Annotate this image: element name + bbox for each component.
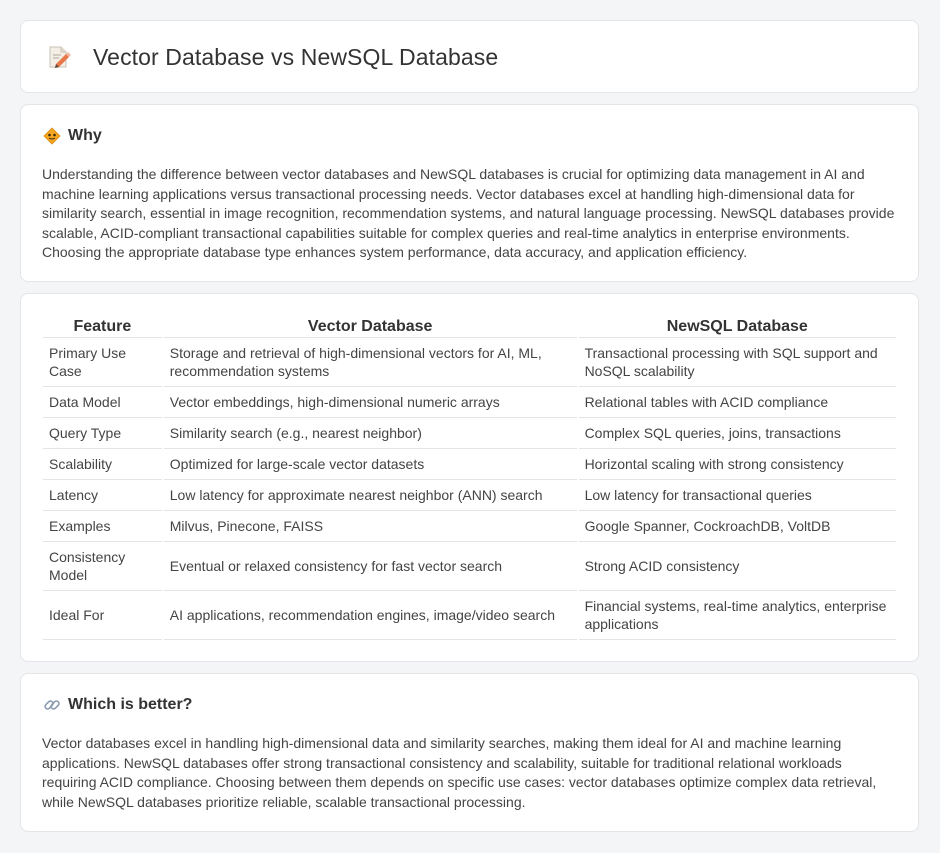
feature-cell: Examples xyxy=(43,511,162,542)
vector-cell: Similarity search (e.g., nearest neighbor) xyxy=(164,418,577,449)
which-better-card xyxy=(20,673,919,832)
table-row xyxy=(43,418,896,449)
newsql-cell: Complex SQL queries, joins, transactions xyxy=(579,418,896,449)
vector-cell: AI applications, recommendation engines, image/video search xyxy=(164,591,577,640)
newsql-cell: Transactional processing with SQL support and NoSQL scalability xyxy=(579,338,896,387)
why-heading xyxy=(43,127,102,145)
newsql-cell: Financial systems, real-time analytics, enterprise applications xyxy=(579,591,896,640)
newsql-cell: Strong ACID consistency xyxy=(579,542,896,591)
table-row xyxy=(43,480,896,511)
vector-cell: Eventual or relaxed consistency for fast vector search xyxy=(164,542,577,591)
feature-cell: Ideal For xyxy=(43,591,162,640)
vector-cell: Milvus, Pinecone, FAISS xyxy=(164,511,577,542)
newsql-cell: Horizontal scaling with strong consistency xyxy=(579,449,896,480)
which-better-heading xyxy=(43,696,192,714)
vector-cell: Storage and retrieval of high-dimensional vectors for AI, ML, recommendation systems xyxy=(164,338,577,387)
newsql-cell: Google Spanner, CockroachDB, VoltDB xyxy=(579,511,896,542)
feature-cell: Primary Use Case xyxy=(43,338,162,387)
why-text: Understanding the difference between vector databases and NewSQL databases is crucial for optimizing data management in AI and machine learning applications versus transactional processing needs. Vector databases excel at handling high-dimensional data for similarity search, essential in image recognition, recommendation systems, and natural language processing. NewSQL databases provide scalable, ACID-compliant transactional capabilities suitable for complex queries and real-time analytics in enterprise environments. Choosing the appropriate database type enhances system performance, data accuracy, and application efficiency. xyxy=(42,166,895,261)
title-row xyxy=(47,43,498,71)
header-feature: Feature xyxy=(43,316,162,338)
warning-diamond-icon xyxy=(43,127,61,145)
vector-cell: Optimized for large-scale vector datasets xyxy=(164,449,577,480)
link-icon xyxy=(43,696,61,714)
which-better-title: Which is better? xyxy=(68,696,193,713)
table-row xyxy=(43,511,896,542)
table-row xyxy=(43,387,896,418)
feature-cell: Consistency Model xyxy=(43,542,162,591)
header-vector-database: Vector Database xyxy=(164,316,577,338)
feature-cell: Data Model xyxy=(43,387,162,418)
page-title: Vector Database vs NewSQL Database xyxy=(93,43,499,70)
memo-pencil-icon xyxy=(47,43,71,71)
table-row xyxy=(43,591,896,640)
feature-cell: Latency xyxy=(43,480,162,511)
which-better-text: Vector databases excel in handling high-dimensional data and similarity searches, making them ideal for AI and machine learning applications. NewSQL databases offer strong transactional consistency and scalability, suitable for traditional relational workloads requiring ACID compliance. Choosing between them depends on specific use cases: vector databases optimize complex data retrieval, while NewSQL databases prioritize reliable, scalable transactional processing. xyxy=(42,735,877,810)
why-card xyxy=(20,104,919,282)
vector-cell: Low latency for approximate nearest neighbor (ANN) search xyxy=(164,480,577,511)
comparison-table xyxy=(41,316,898,640)
newsql-cell: Low latency for transactional queries xyxy=(579,480,896,511)
vector-cell: Vector embeddings, high-dimensional numeric arrays xyxy=(164,387,577,418)
feature-cell: Query Type xyxy=(43,418,162,449)
feature-cell: Scalability xyxy=(43,449,162,480)
newsql-cell: Relational tables with ACID compliance xyxy=(579,387,896,418)
table-row xyxy=(43,542,896,591)
why-title: Why xyxy=(68,127,102,144)
table-row xyxy=(43,449,896,480)
comparison-card xyxy=(20,293,919,662)
table-row xyxy=(43,338,896,387)
table-header-row xyxy=(43,316,896,338)
header-newsql-database: NewSQL Database xyxy=(579,316,896,338)
title-card xyxy=(20,20,919,93)
